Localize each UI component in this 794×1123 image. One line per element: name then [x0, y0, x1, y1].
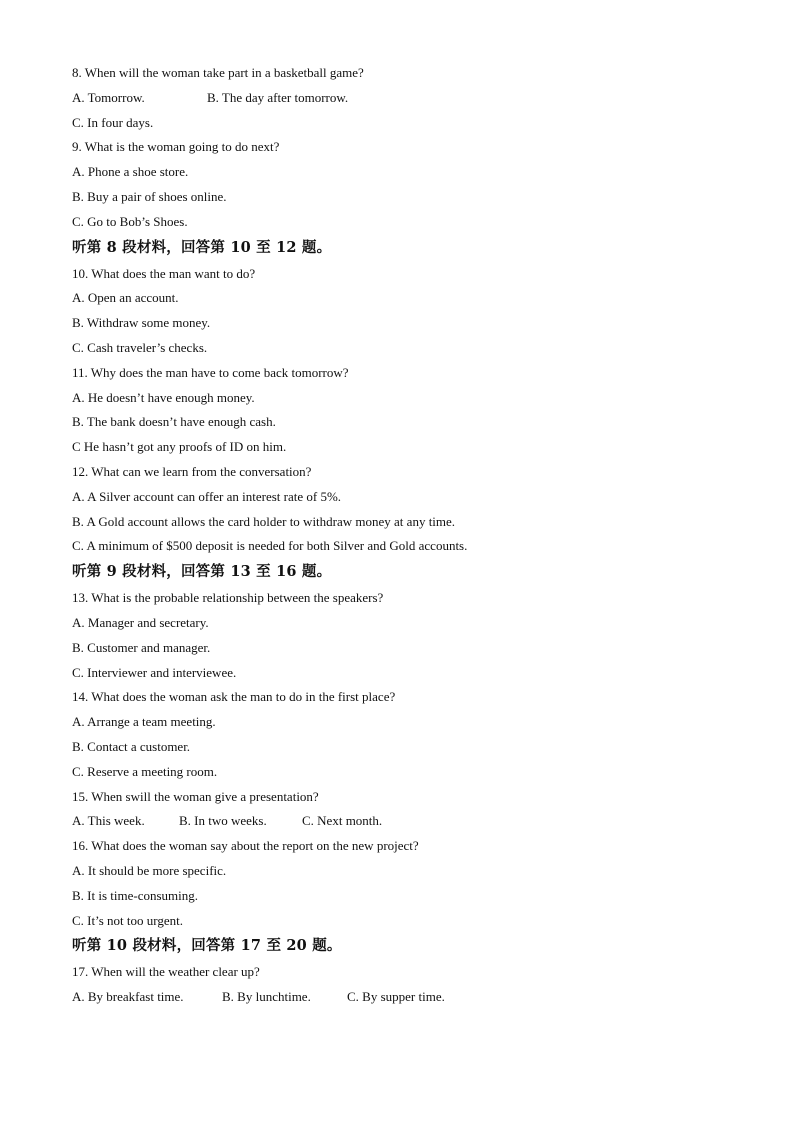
options-15-row	[72, 812, 732, 830]
option-14b: B. Contact a customer.	[72, 738, 191, 754]
exam-page	[72, 64, 732, 1013]
option-11b: B. The bank doesn’t have enough cash.	[72, 414, 276, 430]
section-heading-8: 听第 8 段材料，回答第 10 至 12 题。	[72, 238, 332, 256]
option-9a: A. Phone a shoe store.	[72, 164, 189, 180]
option-16c: C. It’s not too urgent.	[72, 912, 183, 928]
section-heading-9: 听第 9 段材料，回答第 13 至 16 题。	[72, 563, 332, 581]
option-17a: A. By breakfast time.	[72, 989, 184, 1005]
option-9b: B. Buy a pair of shoes online.	[72, 188, 227, 204]
option-17b: B. By lunchtime.	[222, 989, 311, 1005]
question-12: 12. What can we learn from the conversation?	[72, 463, 312, 479]
option-11a: A. He doesn’t have enough money.	[72, 389, 255, 405]
option-14a: A. Arrange a team meeting.	[72, 714, 216, 730]
options-17-row	[72, 988, 732, 1006]
option-9c: C. Go to Bob’s Shoes.	[72, 213, 188, 229]
option-11c: C He hasn’t got any proofs of ID on him.	[72, 439, 287, 455]
option-16a: A. It should be more specific.	[72, 862, 227, 878]
option-13a: A. Manager and secretary.	[72, 614, 209, 630]
question-8: 8. When will the woman take part in a basketball game?	[72, 65, 364, 80]
option-10c: C. Cash traveler’s checks.	[72, 339, 208, 355]
options-8-row	[72, 89, 732, 107]
option-12a: A. A Silver account can offer an interest rate of 5%.	[72, 488, 342, 504]
option-8a: A. Tomorrow.	[72, 89, 145, 105]
option-16b: B. It is time-consuming.	[72, 887, 199, 903]
option-10b: B. Withdraw some money.	[72, 315, 211, 331]
question-14: 14. What does the woman ask the man to do in the first place?	[72, 689, 396, 705]
question-9: 9. What is the woman going to do next?	[72, 139, 280, 155]
option-14c: C. Reserve a meeting room.	[72, 763, 218, 779]
question-10: 10. What does the man want to do?	[72, 265, 256, 281]
question-15: 15. When swill the woman give a presentation?	[72, 788, 319, 804]
option-12b: B. A Gold account allows the card holder to withdraw money at any time.	[72, 513, 456, 529]
question-11: 11. Why does the man have to come back tomorrow?	[72, 364, 349, 380]
question-16: 16. What does the woman say about the report on the new project?	[72, 838, 419, 854]
option-12c: C. A minimum of $500 deposit is needed for both Silver and Gold accounts.	[72, 538, 468, 554]
option-10a: A. Open an account.	[72, 290, 179, 306]
option-15b: B. In two weeks.	[179, 813, 267, 829]
option-17c: C. By supper time.	[347, 989, 445, 1005]
option-8b: B. The day after tomorrow.	[207, 89, 349, 105]
option-15c: C. Next month.	[302, 813, 383, 829]
option-8c: C. In four days.	[72, 114, 154, 130]
question-17: 17. When will the weather clear up?	[72, 964, 260, 980]
section-heading-10: 听第 10 段材料，回答第 17 至 20 题。	[72, 937, 342, 955]
option-15a: A. This week.	[72, 813, 145, 829]
option-13c: C. Interviewer and interviewee.	[72, 664, 237, 680]
option-13b: B. Customer and manager.	[72, 639, 211, 655]
question-13: 13. What is the probable relationship between the speakers?	[72, 590, 384, 606]
